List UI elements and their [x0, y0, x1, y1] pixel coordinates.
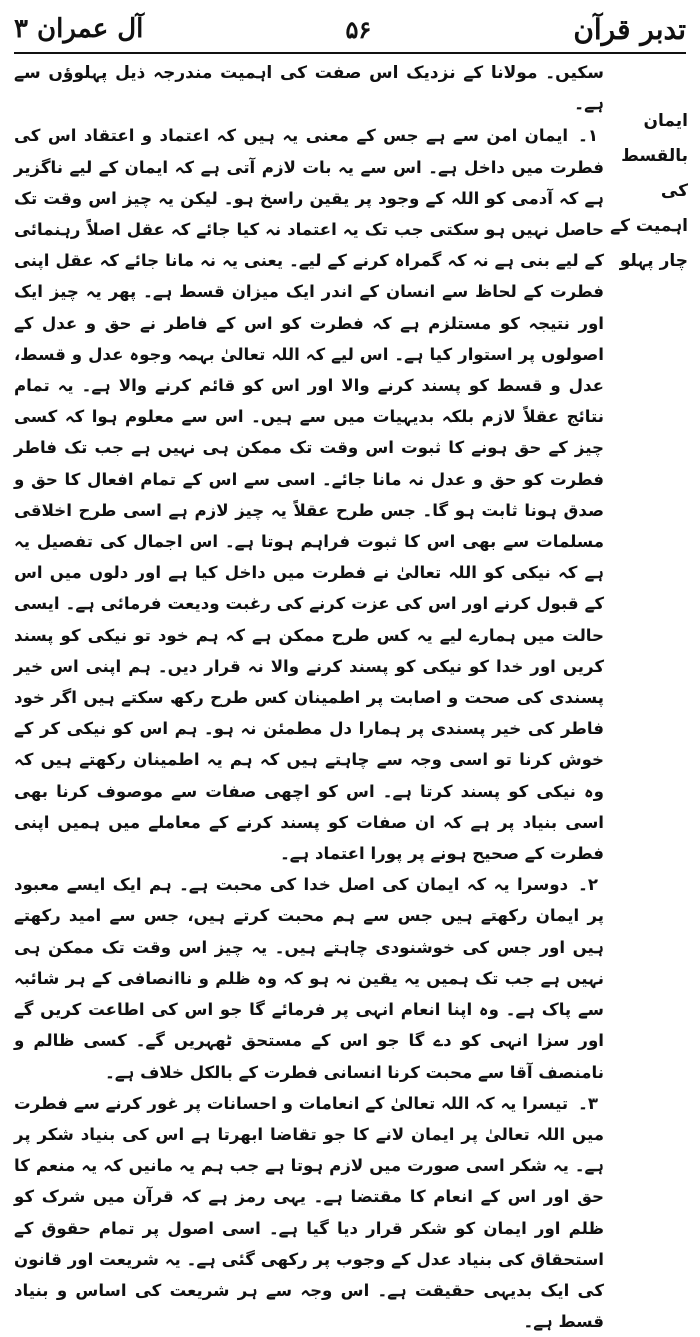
margin-note: ایمان بالقسط کی اہمیت کے چار پہلو: [610, 111, 688, 271]
surah-name: آل عمران ۳: [14, 14, 144, 44]
intro-paragraph: سکیں۔ مولانا کے نزدیک اس صفت کی اہمیت مندرجہ ذیل پہلوؤں سے ہے۔: [14, 63, 604, 115]
point-number: ۱۔: [578, 126, 598, 146]
point-number: ۳۔: [578, 1093, 598, 1113]
point-paragraph-3: [14, 1088, 604, 1337]
point-paragraph-2: [14, 869, 604, 1087]
page-number: ۵۶: [345, 14, 372, 44]
point-text: تیسرا یہ کہ اللہ تعالیٰ کے انعامات و احسانات پر غور کرنے سے فطرت میں اللہ تعالیٰ پر ایمان لانے کا جو تقاضا ابھرتا ہے اس کی بنیاد شکر پر ہے۔ یہ شکر اسی صورت میں لازم ہوتا ہے جب ہم یہ مانیں کہ یہ منعم کا حق اور اس کے انعام کا مقتضا ہے۔ یہی رمز ہے کہ قرآن میں شرک کو ظلم اور ایمان کو شکر قرار دیا گیا ہے۔ اسی اصول پر تمام حقوق کے استحقاق کی بنیاد عدل کے وجوب پر رکھی گئی ہے۔ یہ شریعت اور قانون کی ایک بدیہی حقیقت ہے۔ اس وجہ سے ہر شریعت کی اساس و بنیاد قسط ہے۔: [14, 1093, 604, 1332]
page-body: [14, 58, 604, 1332]
book-title: تدبر قرآن: [573, 12, 686, 46]
point-text: ایمان امن سے ہے جس کے معنی یہ ہیں کہ اعتماد و اعتقاد اس کی فطرت میں داخل ہے۔ اس سے یہ بات لازم آتی ہے کہ ایمان کے لیے ناگزیر ہے کہ آدمی کو اللہ کے وجود پر یقین راسخ ہو۔ لیکن یہ چیز اس وقت تک حاصل نہیں ہو سکتی جب تک یہ اعتماد نہ کیا جائے کہ عقل اصلاً رہنمائی کے لیے بنی ہے نہ کہ گمراہ کرنے کے لیے۔ یعنی یہ نہ مانا جائے کہ عقل اپنی فطرت کے لحاظ سے انسان کے اندر ایک میزان قسط ہے۔ پھر یہ چیز ایک اور نتیجہ کو مستلزم ہے کہ فطرت کو اس کے فاطر نے حق و عدل کے اصولوں پر استوار کیا ہے۔ اس لیے کہ اللہ تعالیٰ بہمہ وجوہ عدل و قسط، عدل و قسط کو پسند کرنے والا اور اس کو قائم کرنے والا ہے۔ یہ تمام نتائج عقلاً لازم بلکہ بدیہیات میں سے ہیں۔ اس سے معلوم ہوا کہ کسی چیز کے حق ہونے کا ثبوت اس وقت تک ممکن ہی نہیں ہے جب تک فاطر فطرت کو حق و عدل نہ مانا جائے۔ اسی سے اس کے تمام افعال کا حق و صدق ہونا ثابت ہو گا۔ جس طرح عقلاً یہ چیز لازم ہے اسی طرح اخلاقی مسلمات سے بھی اس کا ثبوت فراہم ہوتا ہے۔ اس اجمال کی تفصیل یہ ہے کہ نیکی کو اللہ تعالیٰ نے فطرت میں داخل کیا ہے اور دلوں میں اس کے قبول کرنے اور اس کی عزت کرنے کی رغبت ودیعت فرمائی ہے۔ ایسی حالت میں ہمارے لیے یہ کس طرح ممکن ہے کہ ہم خود تو نیکی کو پسند کریں اور خدا کو نیکی کو پسند کرنے والا نہ قرار دیں۔ ہم اپنی اس خیر پسندی کی صحت و اصابت پر اطمینان کس طرح رکھ سکتے ہیں اگر خود فاطر کی خیر پسندی پر ہمارا دل مطمئن نہ ہو۔ ہم اس کو نیکی کر کے خوش کرنا تو اسی وجہ سے چاہتے ہیں کہ ہم یہ اطمینان رکھتے ہیں کہ وہ نیکی کو پسند کرتا ہے۔ اس کو اچھی صفات سے موصوف کرنا بھی اسی بنیاد پر ہے کہ ان صفات کو پسند کرنے کے معاملے میں ہمیں اپنی فطرت کے صحیح ہونے پر پورا اعتماد ہے۔: [14, 126, 604, 864]
point-text: دوسرا یہ کہ ایمان کی اصل خدا کی محبت ہے۔ ہم ایک ایسے معبود پر ایمان رکھتے ہیں جس سے ہم محبت کرتے ہیں، جس سے امید رکھتے ہیں اور جس کی خوشنودی چاہتے ہیں۔ یہ چیز اس وقت تک ممکن ہی نہیں ہے جب تک ہمیں یہ یقین نہ ہو کہ وہ ظلم و ناانصافی کے ہر شائبہ سے پاک ہے۔ وہ اپنا انعام انہی پر فرمائے گا جو اس کی اطاعت کریں گے اور سزا انہی کو دے گا جو اس کے مستحق ٹھہریں گے۔ کسی ظالم و نامنصف آقا سے محبت کرنا انسانی فطرت کے بالکل خلاف ہے۔: [14, 875, 604, 1082]
point-number: ۲۔: [578, 875, 598, 895]
point-paragraph-1: [14, 120, 604, 869]
page-header: [14, 6, 686, 54]
